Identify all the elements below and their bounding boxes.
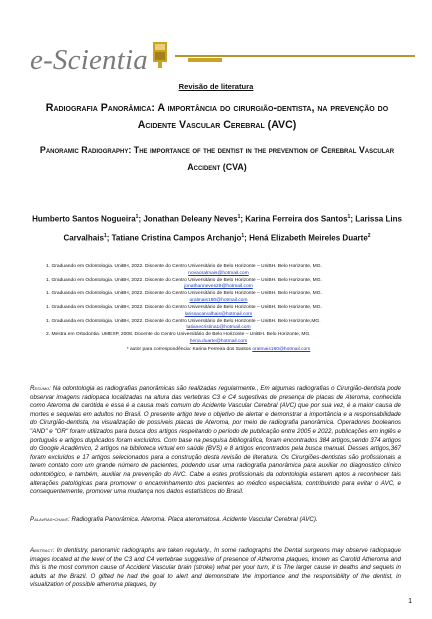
affiliation-item	[46, 305, 391, 318]
author-name: Tatiane Cristina Campos Archanjo	[111, 233, 242, 243]
affiliation-text: 1. Graduando em Odontologia. UniBH, 2022. Discente do Centro Universitário de Belo Horizonte – UniBH. Belo Horizonte, MG.	[46, 277, 322, 283]
author-affiliation-mark: 1	[103, 233, 107, 240]
affiliation-item	[46, 332, 391, 345]
affiliation-text: 1. Graduando em Odontologia. UniBH, 2022. Discente do Centro Universitário de Belo Horizonte – UniBH. Belo Horizonte, MG.	[46, 264, 322, 269]
article-title-pt: Radiografia Panorâmica: A importância do cirurgião-dentista, na prevenção do Acidente Vascular Cerebral (AVC)	[45, 102, 389, 131]
abstract-en	[30, 547, 401, 590]
affiliation-email-link[interactable]: hena.duarte@hotmail.com	[189, 339, 248, 345]
author-name: Karina Ferreira dos Santos	[245, 214, 348, 224]
journal-logo: e-Scientia	[30, 44, 148, 76]
affiliation-email-link[interactable]: novaoralmais@hotmail.com	[188, 270, 249, 276]
affiliation-text: 2. Mestra em Ortodontia. UMESP, 2008. Docente do Centro Universitário de Belo Horizonte – UniBH. Belo Horizonte, MG.	[46, 332, 311, 338]
abstract-pt-label: Resumo:	[30, 385, 51, 392]
author-name: Humberto Santos Nogueira	[32, 214, 136, 224]
correspondence-email-link[interactable]: oralmais180@hotmail.com	[252, 346, 311, 352]
affiliation-item	[46, 319, 391, 332]
abstract-en-label: Abstract:	[30, 547, 55, 554]
author-list: Humberto Santos Nogueira$^1$; Jonathan Deleany Neves$^1$; Karina Ferreira dos Santos$^1$; Larissa Lins Carvalhais$^1$; Tatiane Cristina Campos Archanjo$^1$; Hená Elizabeth Meireles Duarte$^2$	[32, 214, 402, 243]
keywords-pt-text: Radiografia Panorâmica. Ateroma. Placa ateromatosa. Acidente Vascular Cerebral (AVC).	[71, 516, 318, 523]
keywords-pt-label: Palavras-chave:	[30, 516, 70, 523]
correspondence-note	[46, 347, 391, 354]
author-name: Larissa Lins Carvalhais	[63, 214, 402, 243]
affiliation-text: 1. Graduanda em Odontologia. UniBH, 2022. Discente do Centro Universitário de Belo Horizonte – UniBH. Belo Horizonte,MG.	[46, 318, 321, 324]
affiliation-email-link[interactable]: jonathanneves29@hotmail.com	[184, 284, 253, 290]
section-label: Revisão de literatura	[178, 82, 254, 91]
affiliation-email-link[interactable]: tatianecristina1@hotmail.com	[186, 325, 251, 331]
correspondence-label: * autor para correspondência: Karina Ferreira dos Santos	[126, 346, 251, 352]
header-rule	[175, 55, 415, 57]
author-name: Jonathan Deleany Neves	[143, 214, 238, 224]
abstract-pt-text: Na odontologia as radiografias panorâmicas são realizadas regularmente., Em algumas radiografias o Cirurgião-dentista pode observar imagens radiopaca localizadas na altura das vertebras C3 e C4 sugestivas de presença de placas de Ateroma, conhecida como Ateroma de carótida e essa é a causa mais comum do Acidente Vascular Cerebral (AVC) que por sua vez, é a maior causa de mortes e sequelas em adultos no Brasil. O presente artigo teve o objetivo de alertar e demonstrar a importância e a responsabilidade do Cirurgião-dentista, na visualização de possíveis placas de Ateroma, por meio de radiografia panorâmica. Operadores booleanos "AND" e "OR" foram utilizados para busca dos artigos respeitando o período de publicação entre 2005 e 2022, publicações em inglês e português e artigos duplicados foram excluídos. Com base na pesquisa bibliográfica, foram encontrados 384 artigos,sendo 374 artigos do Google Acadêmico, 2 artigos na biblioteca virtual em saúde (BVS) e 8 artigos encontrados pela busca manual. Desses artigos,367 foram excluídos e 17 artigos selecionados para a construção desta revisão de literatura. Os Cirurgiões-dentistas são profissionais a terem contato com um grande número de pacientes, podendo usar uma radiografia panorâmica para auxiliar no diagnostico clínico odontológico, e também, auxiliar na prevenção do AVC. Cabe a estes profissionais da odontologia estarem aptos a reconhecer tais alterações patológicas para promover o encaminhamento dos pacientes ao médico especialista, contribuindo para evitar o AVC, e consequentemente, promover uma mudança nos dados estatísticos do Brasil.	[30, 385, 401, 496]
page-number: 1	[408, 598, 412, 605]
affiliation-item	[46, 278, 391, 291]
affiliation-email-link[interactable]: oralmais180@hotmail.com	[189, 297, 248, 303]
keywords-pt	[30, 516, 401, 525]
author-name: Hená Elizabeth Meireles Duarte	[249, 233, 368, 243]
affiliation-item	[46, 264, 391, 277]
author-affiliation-mark: 1	[241, 233, 245, 240]
author-affiliation-mark: 1	[237, 214, 241, 220]
journal-header	[0, 0, 432, 80]
affiliation-item	[46, 291, 391, 304]
journal-emblem-icon	[150, 40, 170, 68]
abstract-pt	[30, 385, 401, 497]
affiliation-text: 1. Graduanda em Odontologia. UniBH, 2022. Discente do Centro Universitário de Belo Horizonte – UniBH. Belo Horizonte, MG.	[46, 305, 322, 311]
header-accent-bar	[188, 58, 222, 62]
article-title-en: Panoramic Radiography: The importance of the dentist in the prevention of Cerebral Vascular Accident (CVA)	[39, 145, 395, 172]
affiliations	[46, 264, 391, 353]
affiliation-text: 1. Graduanda em Odontologia. UniBH, 2022. Discente do Centro Universitário de Belo Horizonte – UniBH. Belo Horizonte, MG.	[46, 291, 322, 297]
author-affiliation-mark: 1	[347, 214, 351, 220]
author-affiliation-mark: 2	[367, 233, 371, 240]
author-affiliation-mark: 1	[135, 214, 139, 220]
affiliation-email-link[interactable]: larissacarvalhais@hotmail.com	[184, 311, 253, 317]
abstract-en-text: In dentistry, panoramic radiographs are taken regularly., In some radiographs the Dental surgeons may observe radiopaque images located at the level of the C3 and C4 vertebrae suggestive of presence of Atheroma plaques, known as Carotid Atheroma and this is the most common cause of Accident Vascular brain (stroke) what per your turn, it is The larger cause in deaths and sequels in adults at the Brazil. O gifted he had the goal to alert and demonstrate the importance and the responsibility of the dentist, in visualization of possible atheroma plaques, by	[30, 547, 401, 589]
